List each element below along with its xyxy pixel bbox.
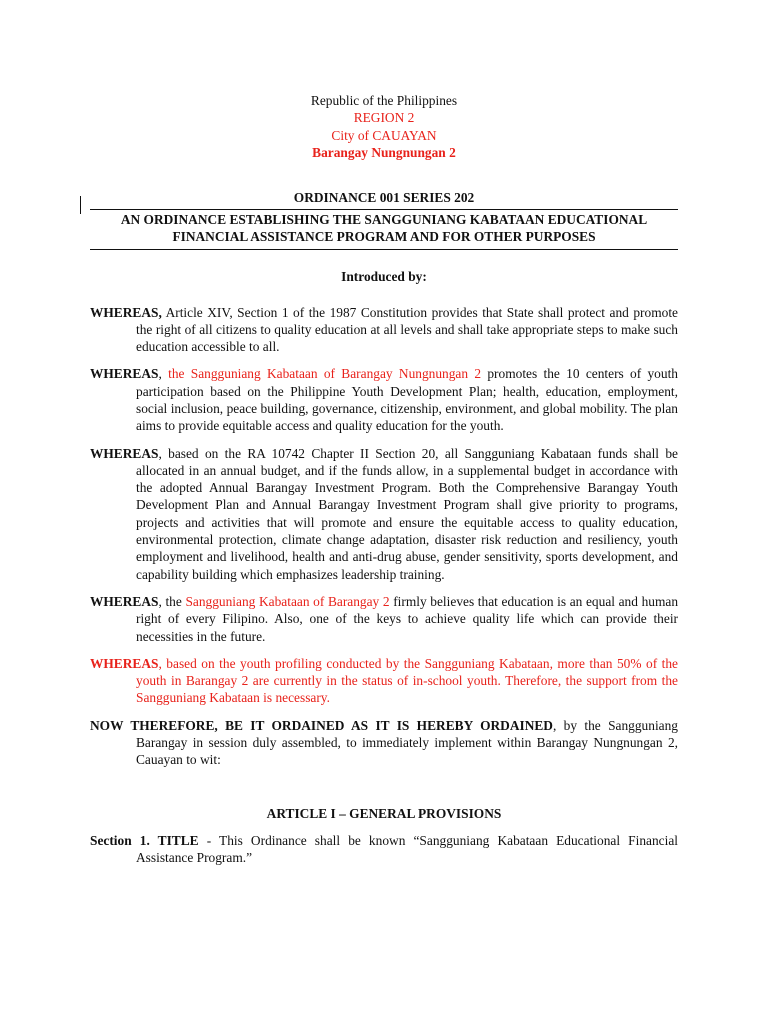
whereas-lead: WHEREAS (90, 366, 159, 382)
whereas-highlight: Sangguniang Kabataan of Barangay 2 (185, 593, 390, 609)
whereas-paragraph-4 (90, 593, 678, 645)
whereas-lead: WHEREAS (90, 655, 159, 671)
section-lead: Section 1. TITLE (90, 832, 199, 848)
whereas-paragraph-3 (90, 445, 678, 583)
whereas-paragraph-1 (90, 304, 678, 356)
section-1-paragraph (90, 832, 678, 867)
title-rule-bottom (90, 249, 678, 250)
header-barangay: Barangay Nungnungan 2 (312, 145, 456, 161)
whereas-lead: WHEREAS (90, 445, 159, 461)
document-header (90, 92, 678, 162)
text-cursor (80, 196, 81, 214)
whereas-highlight: the Sangguniang Kabataan of Barangay Nungnungan 2 (168, 366, 482, 382)
title-rule-top (90, 209, 678, 210)
whereas-lead: WHEREAS, (90, 304, 162, 320)
header-republic: Republic of the Philippines (310, 93, 458, 108)
introduced-by: Introduced by: (341, 269, 427, 285)
whereas-text: , based on the youth profiling conducted by the Sangguniang Kabataan, more than 50% of the youth in Barangay 2 are currently in the status of in-school youth. Therefore, the support from the Sangguniang Kabataan is necessary. (136, 655, 678, 706)
whereas-text: Article XIV, Section 1 of the 1987 Constitution provides that State shall protect and promote the right of all citizens to quality education at all levels and shall take appropriate steps to make such education accessible to all. (136, 304, 678, 355)
article-heading: ARTICLE I – GENERAL PROVISIONS (266, 805, 502, 821)
whereas-paragraph-2 (90, 365, 678, 434)
header-city: City of CAUAYAN (331, 127, 437, 143)
whereas-text-pre: , (158, 366, 169, 382)
whereas-text-post: promotes the 10 centers of youth participation based on the Philippine Youth Development Plan; health, education, employment, social inclusion, peace building, governance, citizenship, environment, and global mobility. The plan aims to provide equitable access and quality education for the youth. (136, 366, 678, 434)
ordained-lead: NOW THEREFORE, BE IT ORDAINED AS IT IS HEREBY ORDAINED (90, 717, 553, 733)
whereas-lead: WHEREAS (90, 593, 159, 609)
ordained-text: , by the Sangguniang Barangay in session duly assembled, to immediately implement within Barangay Nungnungan 2, Cauayan to wit: (136, 717, 678, 768)
section-text: - This Ordinance shall be known “Sangguniang Kabataan Educational Financial Assistance Program.” (136, 832, 678, 866)
header-region: REGION 2 (353, 110, 415, 126)
whereas-paragraph-5 (90, 655, 678, 707)
ordinance-title: AN ORDINANCE ESTABLISHING THE SANGGUNIANG KABATAAN EDUCATIONAL FINANCIAL ASSISTANCE PROGRAM AND FOR OTHER PURPOSES (120, 211, 648, 245)
document-page (90, 92, 678, 877)
whereas-text: , based on the RA 10742 Chapter II Section 20, all Sangguniang Kabataan funds shall be allocated in an annual budget, and if the funds allow, in a supplemental budget in accordance with the adopted Annual Barangay Investment Program. Both the Comprehensive Barangay Youth Development Plan and Annual Barangay Investment Program shall give priority to programs, projects and activities that will promote and ensure the equitable access to quality education, environmental protection, climate change adaptation, disaster risk reduction and resiliency, youth employment and livelihood, health and anti-drug abuse, gender sensitivity, sports development, and capability building which emphasizes leadership training. (136, 445, 678, 582)
whereas-text-pre: , the (158, 593, 186, 609)
ordained-paragraph (90, 717, 678, 769)
ordinance-number: ORDINANCE 001 SERIES 202 (293, 189, 475, 205)
whereas-text-post: firmly believes that education is an equal and human right of every Filipino. Also, one of the keys to achieve quality life which can provide their necessities in the future. (136, 593, 679, 644)
